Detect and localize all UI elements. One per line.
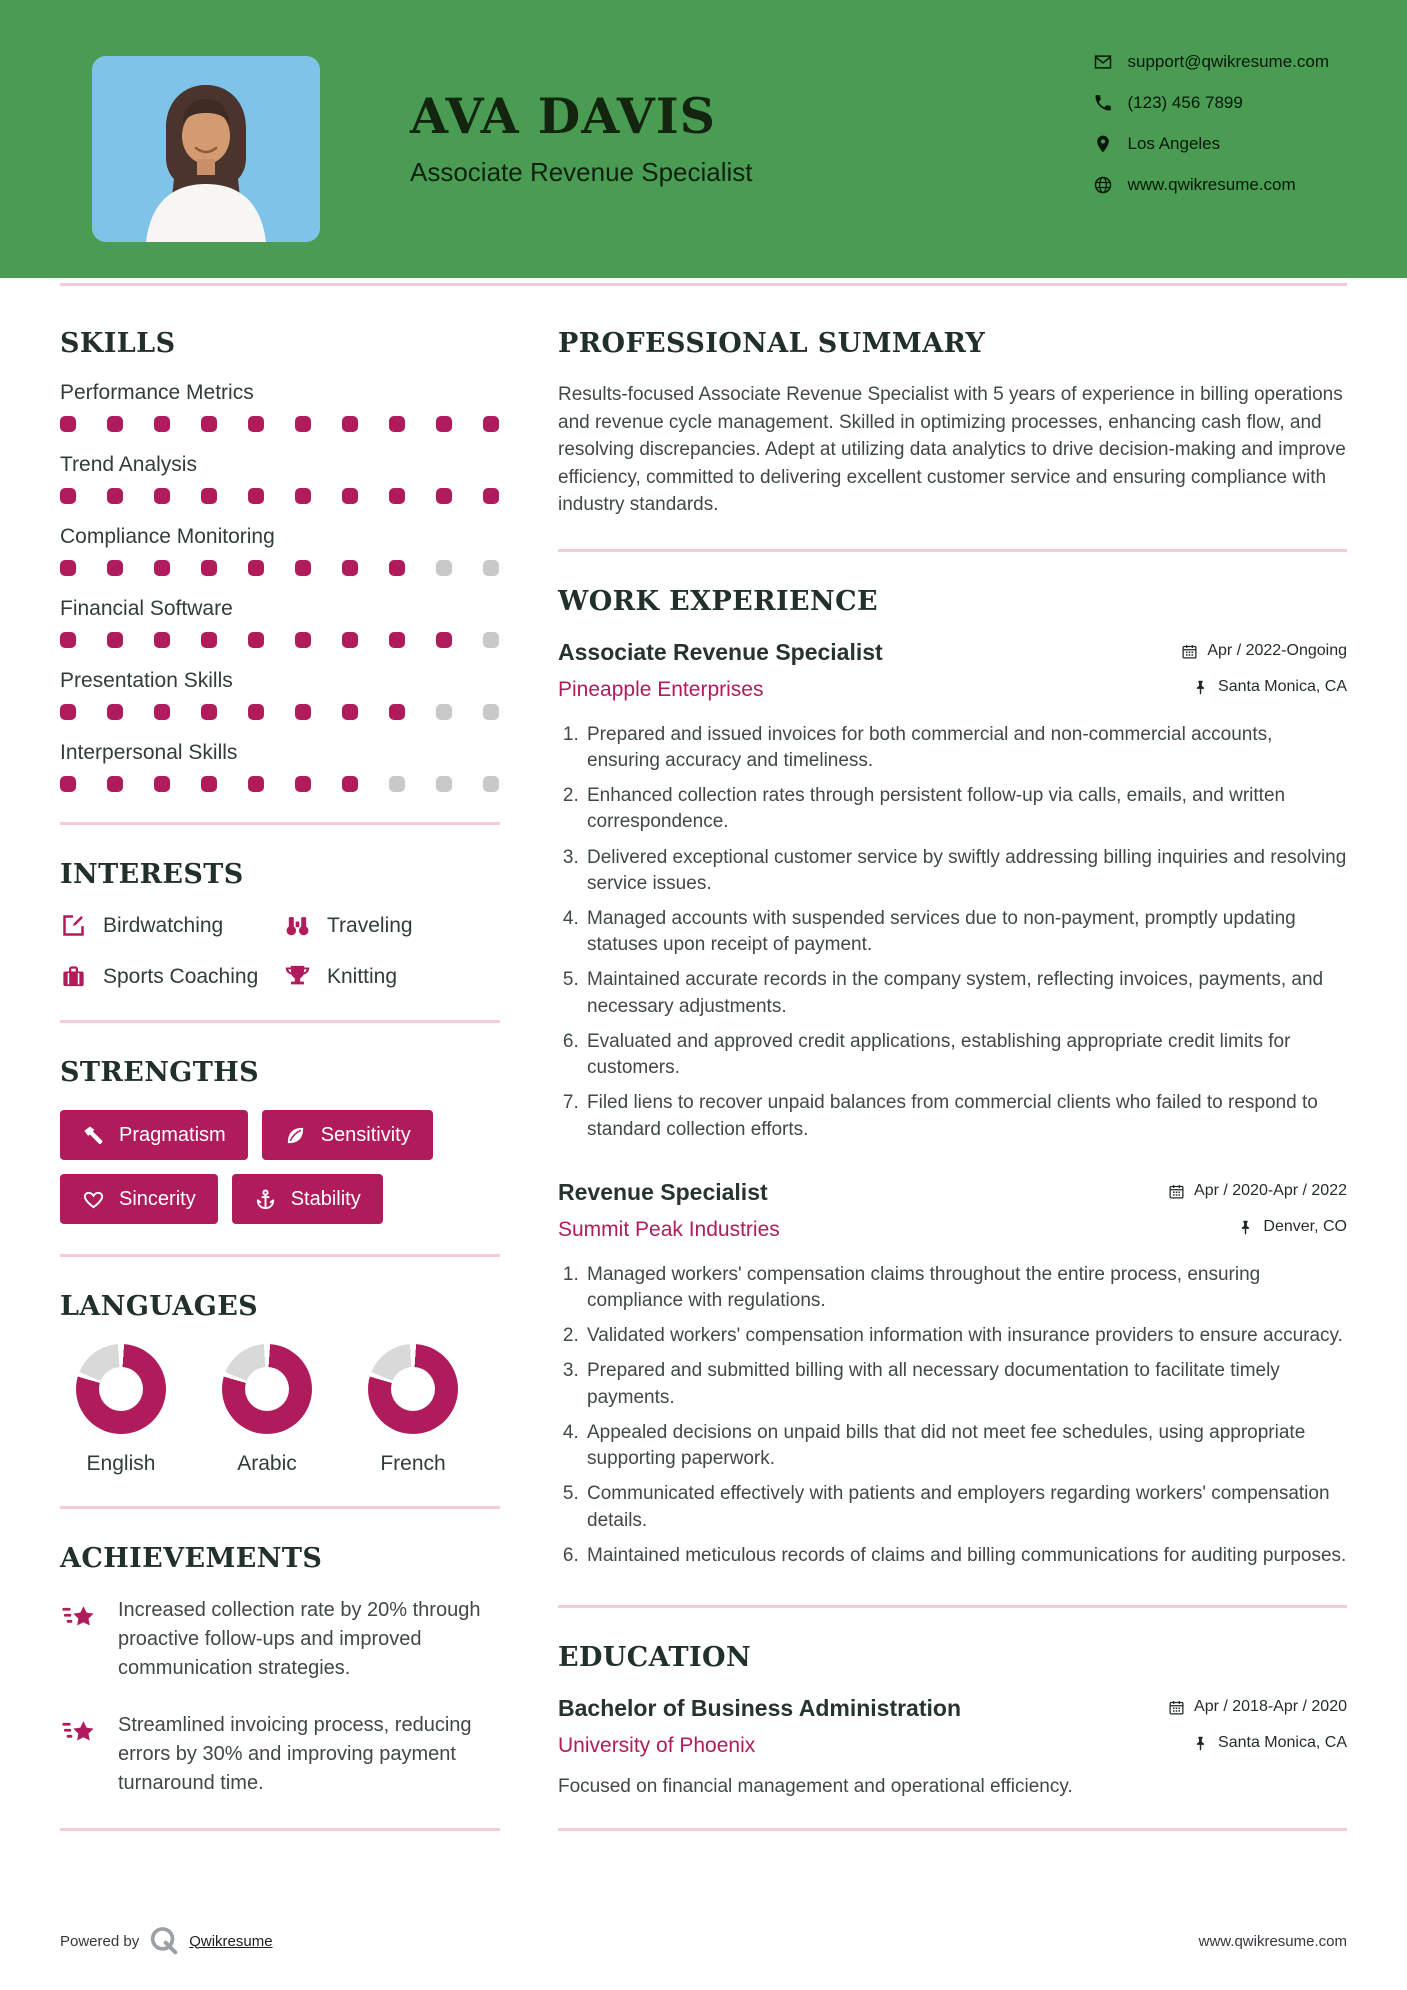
- location-icon: [1093, 134, 1113, 154]
- skill-dot: [436, 632, 452, 648]
- section-divider: [60, 1020, 500, 1023]
- skill-dot: [154, 776, 170, 792]
- skill-dot: [295, 704, 311, 720]
- calendar-icon: [1168, 1699, 1185, 1716]
- skill-name: Trend Analysis: [60, 453, 197, 476]
- section-divider: [558, 549, 1347, 552]
- anchor-icon: [254, 1188, 277, 1211]
- skill-row: [60, 597, 500, 648]
- summary-section: [558, 328, 1347, 519]
- language-label: French: [380, 1452, 446, 1475]
- language-item: [222, 1344, 312, 1476]
- identity-block: [410, 87, 753, 188]
- skill-dot: [107, 704, 123, 720]
- skill-dot: [201, 776, 217, 792]
- languages-heading: LANGUAGES: [60, 1291, 259, 1322]
- language-donut-chart: [368, 1344, 458, 1434]
- job-dates-text: Apr / 2022-Ongoing: [1207, 642, 1347, 660]
- interest-item: [284, 912, 500, 939]
- job-bullet: 1. Managed workers' compensation claims throughout the entire process, ensuring compliance with regulations.: [584, 1262, 1347, 1314]
- strength-label: Stability: [290, 1187, 361, 1210]
- job-dates: [1168, 1182, 1347, 1200]
- job-bullet: 4. Managed accounts with suspended services due to non-payment, promptly updating statuses upon receipt of payment.: [584, 906, 1347, 958]
- job-company: Summit Peak Industries: [558, 1217, 780, 1241]
- skill-dot: [154, 488, 170, 504]
- skills-heading: SKILLS: [60, 328, 176, 359]
- calendar-icon: [1168, 1183, 1185, 1200]
- skill-dot: [483, 704, 499, 720]
- job-entry: [558, 639, 1347, 1143]
- skill-name: Presentation Skills: [60, 669, 233, 692]
- education-subhead: [558, 1734, 1347, 1758]
- interest-label: Traveling: [327, 913, 413, 937]
- strengths-section: [60, 1057, 500, 1224]
- job-bullet-list: [558, 1262, 1347, 1569]
- job-location: [1192, 678, 1347, 696]
- skill-dot: [248, 632, 264, 648]
- interest-label: Knitting: [327, 964, 398, 988]
- job-subhead: [558, 1218, 1347, 1242]
- skill-dot: [60, 632, 76, 648]
- skill-dot: [248, 776, 264, 792]
- education-dates: [1168, 1698, 1347, 1716]
- pushpin-icon: [1192, 1735, 1209, 1752]
- strength-badge: [60, 1174, 218, 1224]
- job-dates-text: Apr / 2020-Apr / 2022: [1194, 1182, 1347, 1200]
- job-title: Revenue Specialist: [558, 1178, 768, 1205]
- skill-dot: [154, 704, 170, 720]
- skill-dot: [201, 416, 217, 432]
- pushpin-icon: [1192, 679, 1209, 696]
- section-divider: [60, 1506, 500, 1509]
- skill-dot: [295, 776, 311, 792]
- skill-dot: [436, 776, 452, 792]
- language-item: [76, 1344, 166, 1476]
- job-bullet: 3. Delivered exceptional customer service by swiftly addressing billing inquiries and resolving service issues.: [584, 845, 1347, 897]
- language-donut-chart: [222, 1344, 312, 1434]
- skill-dot: [295, 632, 311, 648]
- skill-dot: [248, 488, 264, 504]
- job-title: Associate Revenue Specialist: [558, 638, 883, 665]
- skill-dot: [201, 704, 217, 720]
- leaf-icon: [284, 1124, 307, 1147]
- skill-dot: [389, 776, 405, 792]
- person-name: AVA DAVIS: [410, 87, 717, 145]
- heart-icon: [82, 1188, 105, 1211]
- skill-dot: [342, 632, 358, 648]
- education-note: Focused on financial management and operational efficiency.: [558, 1775, 1073, 1797]
- globe-icon: [1093, 175, 1113, 195]
- skill-dot: [107, 488, 123, 504]
- job-bullet: 2. Validated workers' compensation information with insurance providers to ensure accuracy.: [584, 1323, 1347, 1349]
- profile-photo-illustration: [92, 56, 320, 242]
- skill-dot: [483, 776, 499, 792]
- skill-dot: [248, 560, 264, 576]
- skill-dot-rating: [60, 416, 500, 432]
- interest-item: [284, 963, 500, 990]
- skill-dot: [248, 416, 264, 432]
- skill-row: [60, 669, 500, 720]
- strength-badge: [232, 1174, 383, 1224]
- job-subhead: [558, 678, 1347, 702]
- shooting-star-icon: [60, 1598, 98, 1636]
- skill-dot: [154, 560, 170, 576]
- profile-photo: [92, 56, 320, 242]
- job-head: [558, 1179, 1347, 1206]
- skill-dot-rating: [60, 488, 500, 504]
- education-section: [558, 1642, 1347, 1798]
- skill-dot: [389, 560, 405, 576]
- skill-dot: [436, 416, 452, 432]
- powered-by-block: [60, 1924, 273, 1958]
- job-head: [558, 639, 1347, 666]
- achievements-section: [60, 1543, 500, 1798]
- interest-label: Sports Coaching: [103, 964, 259, 988]
- job-bullet: 1. Prepared and issued invoices for both commercial and non-commercial accounts, ensuring accuracy and timeliness.: [584, 722, 1347, 774]
- job-location: [1237, 1218, 1347, 1236]
- education-degree: Bachelor of Business Administration: [558, 1694, 961, 1721]
- job-bullet-list: [558, 722, 1347, 1143]
- achievement-item: [60, 1711, 500, 1798]
- skill-dot: [483, 560, 499, 576]
- job-company: Pineapple Enterprises: [558, 677, 764, 701]
- job-bullet: 5. Maintained accurate records in the company system, reflecting invoices, payments, and necessary adjustments.: [584, 967, 1347, 1019]
- skill-dot: [483, 416, 499, 432]
- contact-website-text: www.qwikresume.com: [1127, 175, 1296, 194]
- language-donut-chart: [76, 1344, 166, 1434]
- skill-dot: [389, 488, 405, 504]
- skill-dot: [201, 632, 217, 648]
- education-head: [558, 1695, 1347, 1722]
- sidebar: [60, 328, 500, 1865]
- skills-section: [60, 328, 500, 792]
- skill-dot: [60, 488, 76, 504]
- page-footer: [60, 1924, 1347, 1958]
- summary-text: Results-focused Associate Revenue Specialist with 5 years of experience in billing operations and revenue cycle management. Skilled in optimizing processes, enhancing cash flow, and resolving discrepancies. Adept at utilizing data analytics to drive decision-making and improve efficiency, committed to delivering excellent customer service and ensuring compliance with industry standards.: [558, 384, 1346, 516]
- section-divider: [558, 1828, 1347, 1831]
- skill-dot: [295, 560, 311, 576]
- skill-dot: [60, 776, 76, 792]
- job-bullet: 7. Filed liens to recover unpaid balances from commercial clients who failed to respond to standard collection efforts.: [584, 1090, 1347, 1142]
- briefcase-icon: [60, 963, 87, 990]
- skill-dot: [436, 488, 452, 504]
- skill-dot: [60, 704, 76, 720]
- skill-dot: [342, 560, 358, 576]
- skill-dot: [107, 416, 123, 432]
- skill-name: Compliance Monitoring: [60, 525, 275, 548]
- job-bullet: 2. Enhanced collection rates through persistent follow-up via calls, emails, and written correspondence.: [584, 783, 1347, 835]
- job-bullet: 5. Communicated effectively with patients and employers regarding workers' compensation details.: [584, 1481, 1347, 1533]
- job-location-text: Santa Monica, CA: [1218, 678, 1347, 696]
- job-entry: [558, 1179, 1347, 1569]
- contact-website: [1093, 175, 1330, 195]
- person-job-title: Associate Revenue Specialist: [410, 157, 753, 187]
- summary-heading: PROFESSIONAL SUMMARY: [558, 328, 986, 359]
- strength-badge: [60, 1110, 248, 1160]
- languages-row: [60, 1344, 500, 1476]
- skill-row: [60, 525, 500, 576]
- skill-dot: [295, 488, 311, 504]
- achievement-text: Streamlined invoicing process, reducing errors by 30% and improving payment turnaround time.: [118, 1714, 472, 1794]
- skill-dot: [107, 560, 123, 576]
- skill-dot: [389, 416, 405, 432]
- skill-dot: [436, 704, 452, 720]
- binoculars-icon: [284, 912, 311, 939]
- pushpin-icon: [1237, 1219, 1254, 1236]
- job-bullet: 3. Prepared and submitted billing with all necessary documentation to facilitate timely payments.: [584, 1358, 1347, 1410]
- calendar-icon: [1181, 643, 1198, 660]
- skill-dot: [60, 416, 76, 432]
- skill-row: [60, 453, 500, 504]
- skill-dot: [342, 776, 358, 792]
- skill-dot: [154, 632, 170, 648]
- skill-name: Performance Metrics: [60, 381, 254, 404]
- interest-label: Birdwatching: [103, 913, 224, 937]
- contact-phone: [1093, 93, 1330, 113]
- skill-dot: [154, 416, 170, 432]
- section-divider: [60, 1828, 500, 1831]
- pen-icon: [60, 912, 87, 939]
- achievement-item: [60, 1596, 500, 1683]
- education-dates-text: Apr / 2018-Apr / 2020: [1194, 1698, 1347, 1716]
- job-bullet: 6. Maintained meticulous records of claims and billing communications for auditing purposes.: [584, 1543, 1347, 1569]
- strength-badges: [60, 1110, 500, 1224]
- contact-email-text: support@qwikresume.com: [1127, 52, 1329, 71]
- skill-dot: [107, 776, 123, 792]
- skill-dot: [483, 632, 499, 648]
- job-dates: [1181, 642, 1347, 660]
- experience-section: [558, 586, 1347, 1569]
- skill-name: Financial Software: [60, 597, 233, 620]
- strength-badge: [262, 1110, 433, 1160]
- skill-dot: [342, 488, 358, 504]
- qwikresume-logo-icon: [147, 1924, 181, 1958]
- skill-dot-rating: [60, 704, 500, 720]
- education-location: [1192, 1734, 1347, 1752]
- contact-phone-text: (123) 456 7899: [1127, 93, 1243, 112]
- email-icon: [1093, 52, 1113, 72]
- skill-dot: [342, 704, 358, 720]
- skill-dot: [389, 632, 405, 648]
- trophy-icon: [284, 963, 311, 990]
- skill-dot: [248, 704, 264, 720]
- gavel-icon: [82, 1124, 105, 1147]
- powered-by-text: Powered by: [60, 1932, 140, 1950]
- skill-dot: [201, 488, 217, 504]
- skill-dot: [295, 416, 311, 432]
- strength-label: Sensitivity: [320, 1123, 411, 1146]
- footer-website-text: www.qwikresume.com: [1198, 1932, 1347, 1950]
- strengths-heading: STRENGTHS: [60, 1057, 260, 1088]
- interests-section: [60, 859, 500, 990]
- strength-label: Pragmatism: [119, 1123, 226, 1146]
- achievement-text: Increased collection rate by 20% through proactive follow-ups and improved communication strategies.: [118, 1599, 481, 1679]
- job-location-text: Denver, CO: [1263, 1218, 1347, 1236]
- skill-name: Interpersonal Skills: [60, 741, 238, 764]
- skill-dot: [342, 416, 358, 432]
- qwikresume-link[interactable]: Qwikresume: [189, 1932, 273, 1950]
- languages-section: [60, 1291, 500, 1476]
- job-bullet: 4. Appealed decisions on unpaid bills that did not meet fee schedules, using appropriate supporting paperwork.: [584, 1420, 1347, 1472]
- achievements-heading: ACHIEVEMENTS: [60, 1543, 323, 1574]
- skill-dot: [201, 560, 217, 576]
- language-label: Arabic: [237, 1452, 297, 1475]
- section-divider: [558, 1605, 1347, 1608]
- phone-icon: [1093, 93, 1113, 113]
- skill-dot: [60, 560, 76, 576]
- contact-location-text: Los Angeles: [1127, 134, 1221, 153]
- interest-item: [60, 963, 284, 990]
- contact-list: [1093, 52, 1330, 216]
- experience-heading: WORK EXPERIENCE: [558, 585, 878, 617]
- skill-row: [60, 741, 500, 792]
- section-divider: [60, 822, 500, 825]
- shooting-star-icon: [60, 1713, 98, 1751]
- skill-dot: [483, 488, 499, 504]
- skill-dot: [107, 632, 123, 648]
- section-divider: [60, 1254, 500, 1257]
- language-label: English: [86, 1452, 156, 1475]
- header: [0, 0, 1407, 278]
- contact-location: [1093, 134, 1330, 154]
- skill-dot: [389, 704, 405, 720]
- interests-heading: INTERESTS: [60, 859, 244, 890]
- interests-grid: [60, 912, 500, 990]
- content-columns: [0, 286, 1407, 1865]
- skill-dot-rating: [60, 776, 500, 792]
- education-location-text: Santa Monica, CA: [1218, 1734, 1347, 1752]
- education-school: University of Phoenix: [558, 1733, 756, 1757]
- interest-item: [60, 912, 284, 939]
- skill-dot-rating: [60, 632, 500, 648]
- skill-dot: [436, 560, 452, 576]
- job-bullet: 6. Evaluated and approved credit applications, establishing appropriate credit limits for customers.: [584, 1029, 1347, 1081]
- education-heading: EDUCATION: [558, 1641, 752, 1673]
- skill-row: [60, 381, 500, 432]
- main-content: [558, 328, 1347, 1865]
- contact-email: [1093, 52, 1330, 72]
- strength-label: Sincerity: [119, 1187, 196, 1210]
- language-item: [368, 1344, 458, 1476]
- skill-dot-rating: [60, 560, 500, 576]
